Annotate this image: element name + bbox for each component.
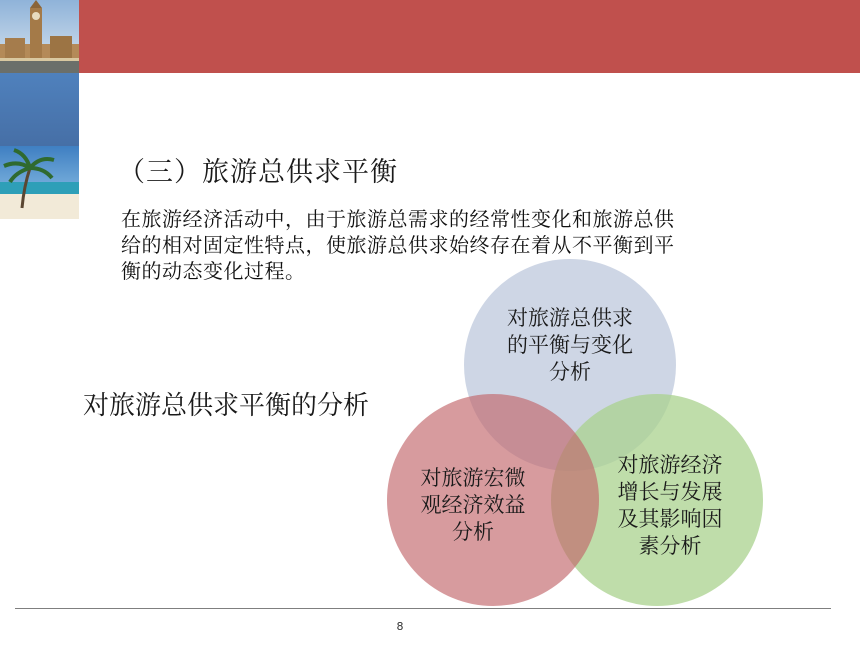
- venn-label-line: 对旅游总供求: [507, 306, 633, 330]
- venn-label-line: 的平衡与变化: [507, 333, 633, 357]
- venn-label-right: [590, 452, 750, 560]
- venn-label-line: 增长与发展: [617, 480, 723, 504]
- page-number: 8: [396, 620, 404, 633]
- venn-label-left: [393, 465, 553, 546]
- venn-label-line: 分析: [452, 520, 494, 544]
- venn-label-line: 分析: [549, 360, 591, 384]
- intro-line: 衡的动态变化过程。: [121, 259, 306, 283]
- analysis-label: 对旅游总供求平衡的分析: [83, 391, 370, 421]
- venn-label-line: 素分析: [638, 534, 702, 558]
- intro-line: 给的相对固定性特点，使旅游总供求始终存在着从不平衡到平: [121, 233, 675, 257]
- footer-divider: [15, 608, 831, 609]
- venn-label-line: 对旅游经济: [617, 453, 723, 477]
- venn-label-line: 观经济效益: [420, 493, 526, 517]
- venn-label-top: [490, 305, 650, 386]
- venn-label-line: 及其影响因: [617, 507, 723, 531]
- section-title: （三）旅游总供求平衡: [118, 157, 398, 188]
- intro-line: 在旅游经济活动中，由于旅游总需求的经常性变化和旅游总供: [121, 207, 675, 231]
- venn-label-line: 对旅游宏微: [420, 466, 526, 490]
